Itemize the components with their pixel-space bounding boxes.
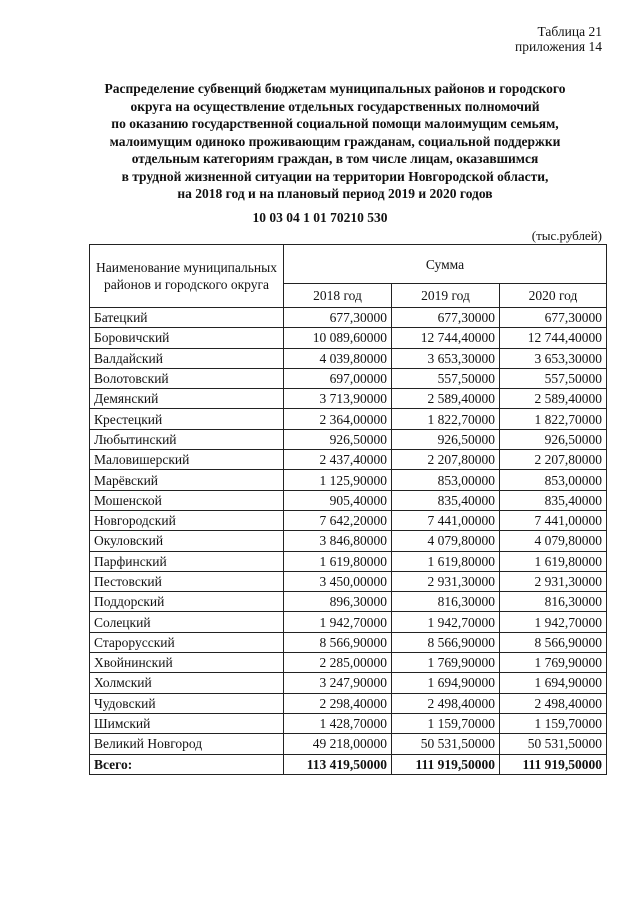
district-name: Великий Новгород xyxy=(90,734,284,754)
title-line: отдельным категориям граждан, в том числе лицам, оказавшимся xyxy=(131,151,539,166)
district-name: Пестовский xyxy=(90,571,284,591)
amount-2020: 557,50000 xyxy=(500,368,607,388)
amount-2020: 1 822,70000 xyxy=(500,409,607,429)
appendix-reference: приложения 14 xyxy=(514,39,602,54)
amount-2020: 50 531,50000 xyxy=(500,734,607,754)
amount-2020: 2 207,80000 xyxy=(500,450,607,470)
district-name: Крестецкий xyxy=(90,409,284,429)
amount-2019: 4 079,80000 xyxy=(392,531,500,551)
amount-2018: 3 247,90000 xyxy=(284,673,392,693)
amount-2020: 677,30000 xyxy=(500,308,607,328)
year-header-2020: 2020 год xyxy=(500,284,607,308)
table-row xyxy=(90,470,607,490)
table-row xyxy=(90,368,607,388)
title-line: в трудной жизненной ситуации на территории Новгородской области, xyxy=(121,168,549,184)
amount-2018: 905,40000 xyxy=(284,490,392,510)
name-column-header: Наименование муниципальных районов и городского округа xyxy=(90,245,284,308)
amount-2020: 1 942,70000 xyxy=(500,612,607,632)
total-amount-2019: 111 919,50000 xyxy=(392,754,500,774)
district-name: Любытинский xyxy=(90,429,284,449)
table-row xyxy=(90,348,607,368)
amount-2018: 1 619,80000 xyxy=(284,551,392,571)
table-row xyxy=(90,490,607,510)
total-amount-2018: 113 419,50000 xyxy=(284,754,392,774)
table-row xyxy=(90,673,607,693)
table-row xyxy=(90,510,607,530)
amount-2020: 3 653,30000 xyxy=(500,348,607,368)
amount-2020: 1 694,90000 xyxy=(500,673,607,693)
year-header-2018: 2018 год xyxy=(284,284,392,308)
title-line: малоимущим одиноко проживающим гражданам, социальной поддержки xyxy=(109,133,561,149)
district-name: Марёвский xyxy=(90,470,284,490)
district-name: Волотовский xyxy=(90,368,284,388)
amount-2018: 2 285,00000 xyxy=(284,653,392,673)
district-name: Валдайский xyxy=(90,348,284,368)
amount-2019: 1 822,70000 xyxy=(392,409,500,429)
amount-2019: 12 744,40000 xyxy=(392,328,500,348)
amount-2018: 2 298,40000 xyxy=(284,693,392,713)
amount-2020: 4 079,80000 xyxy=(500,531,607,551)
table-row xyxy=(90,632,607,652)
budget-code: 10 03 04 1 01 70210 530 xyxy=(252,210,388,225)
table-row xyxy=(90,308,607,328)
total-label: Всего: xyxy=(90,754,284,774)
amount-2018: 3 713,90000 xyxy=(284,389,392,409)
title-line: округа на осуществление отдельных государственных полномочий xyxy=(130,98,540,114)
amount-2018: 49 218,00000 xyxy=(284,734,392,754)
title-line: по оказанию государственной социальной помощи малоимущим семьям, xyxy=(111,116,559,131)
amount-2020: 12 744,40000 xyxy=(500,328,607,348)
amount-2020: 2 498,40000 xyxy=(500,693,607,713)
sum-column-header: Сумма xyxy=(284,245,607,284)
table-reference xyxy=(515,24,602,54)
amount-2018: 896,30000 xyxy=(284,592,392,612)
amount-2019: 7 441,00000 xyxy=(392,510,500,530)
title-line: Распределение субвенций бюджетам муниципальных районов и городского xyxy=(104,81,566,96)
amount-2019: 2 498,40000 xyxy=(392,693,500,713)
amount-2020: 2 931,30000 xyxy=(500,571,607,591)
amount-2018: 3 846,80000 xyxy=(284,531,392,551)
amount-2019: 677,30000 xyxy=(392,308,500,328)
district-name: Поддорский xyxy=(90,592,284,612)
table-row xyxy=(90,450,607,470)
amount-2018: 926,50000 xyxy=(284,429,392,449)
amount-2019: 816,30000 xyxy=(392,592,500,612)
amount-2020: 853,00000 xyxy=(500,470,607,490)
table-row xyxy=(90,389,607,409)
amount-2020: 926,50000 xyxy=(500,429,607,449)
total-amount-2020: 111 919,50000 xyxy=(500,754,607,774)
amount-2020: 7 441,00000 xyxy=(500,510,607,530)
amount-2019: 3 653,30000 xyxy=(392,348,500,368)
amount-2019: 2 207,80000 xyxy=(392,450,500,470)
amount-2019: 2 931,30000 xyxy=(392,571,500,591)
amount-2018: 1 942,70000 xyxy=(284,612,392,632)
table-row xyxy=(90,693,607,713)
amount-2020: 835,40000 xyxy=(500,490,607,510)
district-name: Холмский xyxy=(90,673,284,693)
total-row xyxy=(90,754,607,774)
document-title xyxy=(60,80,610,203)
table-row xyxy=(90,571,607,591)
amount-2020: 816,30000 xyxy=(500,592,607,612)
district-name: Новгородский xyxy=(90,510,284,530)
table-row xyxy=(90,551,607,571)
amount-2018: 697,00000 xyxy=(284,368,392,388)
table-row xyxy=(90,409,607,429)
amount-2018: 4 039,80000 xyxy=(284,348,392,368)
table-row xyxy=(90,612,607,632)
units-label: (тыс.рублей) xyxy=(531,228,602,243)
amount-2020: 2 589,40000 xyxy=(500,389,607,409)
table-row xyxy=(90,328,607,348)
amount-2019: 50 531,50000 xyxy=(392,734,500,754)
district-name: Окуловский xyxy=(90,531,284,551)
amount-2019: 8 566,90000 xyxy=(392,632,500,652)
district-name: Хвойнинский xyxy=(90,653,284,673)
district-name: Старорусский xyxy=(90,632,284,652)
table-row xyxy=(90,713,607,733)
table-number: Таблица 21 xyxy=(537,24,602,39)
title-line: на 2018 год и на плановый период 2019 и 2020 годов xyxy=(177,186,493,201)
amount-2018: 8 566,90000 xyxy=(284,632,392,652)
district-name: Парфинский xyxy=(90,551,284,571)
amount-2018: 7 642,20000 xyxy=(284,510,392,530)
district-name: Чудовский xyxy=(90,693,284,713)
district-name: Боровичский xyxy=(90,328,284,348)
table-row xyxy=(90,592,607,612)
amount-2019: 1 619,80000 xyxy=(392,551,500,571)
table-row xyxy=(90,429,607,449)
table-body xyxy=(90,308,607,775)
amount-2018: 10 089,60000 xyxy=(284,328,392,348)
amount-2019: 1 694,90000 xyxy=(392,673,500,693)
amount-2019: 557,50000 xyxy=(392,368,500,388)
amount-2020: 1 159,70000 xyxy=(500,713,607,733)
amount-2019: 1 942,70000 xyxy=(392,612,500,632)
district-name: Шимский xyxy=(90,713,284,733)
district-name: Маловишерский xyxy=(90,450,284,470)
table-row xyxy=(90,653,607,673)
amount-2020: 1 769,90000 xyxy=(500,653,607,673)
amount-2019: 835,40000 xyxy=(392,490,500,510)
amount-2019: 853,00000 xyxy=(392,470,500,490)
amount-2018: 1 428,70000 xyxy=(284,713,392,733)
amount-2018: 2 364,00000 xyxy=(284,409,392,429)
district-name: Солецкий xyxy=(90,612,284,632)
amount-2018: 1 125,90000 xyxy=(284,470,392,490)
district-name: Демянский xyxy=(90,389,284,409)
amount-2018: 677,30000 xyxy=(284,308,392,328)
amount-2020: 1 619,80000 xyxy=(500,551,607,571)
table-row xyxy=(90,734,607,754)
amount-2019: 1 769,90000 xyxy=(392,653,500,673)
amount-2019: 2 589,40000 xyxy=(392,389,500,409)
year-header-2019: 2019 год xyxy=(392,284,500,308)
subsidy-table xyxy=(89,244,607,775)
amount-2019: 926,50000 xyxy=(392,429,500,449)
district-name: Батецкий xyxy=(90,308,284,328)
district-name: Мошенской xyxy=(90,490,284,510)
amount-2020: 8 566,90000 xyxy=(500,632,607,652)
table-row xyxy=(90,531,607,551)
amount-2018: 2 437,40000 xyxy=(284,450,392,470)
amount-2018: 3 450,00000 xyxy=(284,571,392,591)
amount-2019: 1 159,70000 xyxy=(392,713,500,733)
